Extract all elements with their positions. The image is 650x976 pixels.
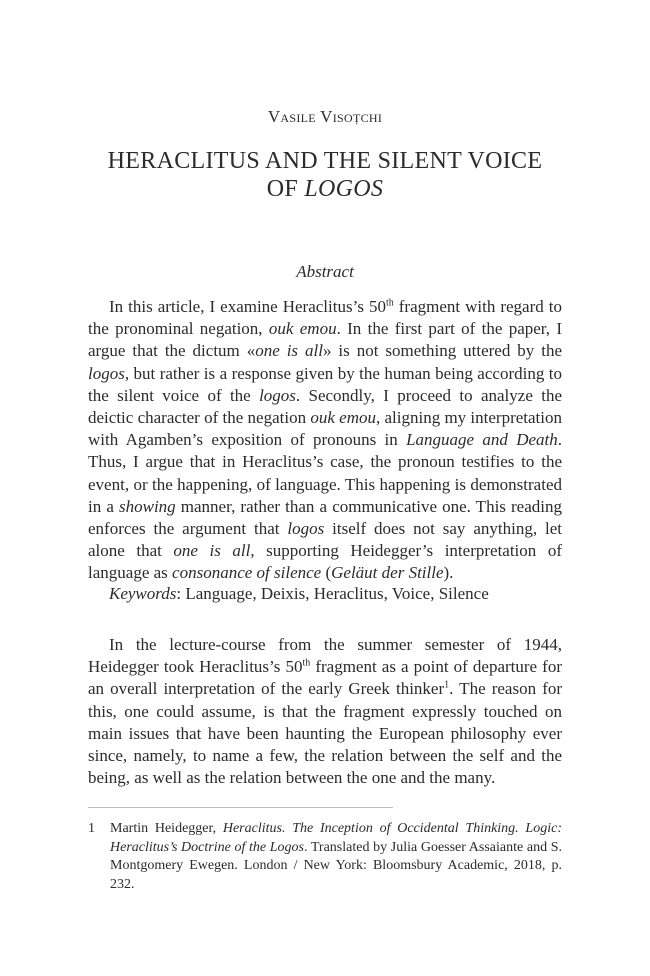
footnote-number: 1 (88, 821, 95, 836)
superscript: 1 (444, 679, 450, 691)
text-run: , aligning my interpretation with Agamben’s exposition of pronouns in (88, 408, 563, 450)
italic-text: ouk emou (268, 319, 337, 339)
title-line-2-prefix: OF (266, 176, 305, 202)
text-run: ). (443, 563, 454, 583)
abstract-heading: Abstract (296, 262, 354, 281)
text-run: » is not something uttered by the (322, 341, 563, 361)
italic-text: Heraclitus. The Inception of Occidental Thinking. Logic: Heraclitus’s Doctrine of the Logos (110, 821, 562, 855)
text-run: , supporting Heidegger’s interpretation of language as (88, 541, 562, 583)
italic-text: logos (287, 519, 325, 539)
text-run: fragment with regard to the pronominal negation, (88, 297, 562, 339)
text-run: . Secondly, I proceed to analyze the deictic character of the negation (88, 385, 562, 428)
text-run: Martin Heidegger, (110, 821, 223, 836)
footnote-text (110, 820, 562, 894)
superscript: th (385, 297, 394, 309)
main-paragraph (88, 634, 562, 789)
text-run: . The reason for this, one could assume, is that the fragment expressly touched on main issues that have been haunting the European philosophy ever since, namely, to name a few, the relation between the self and the being, as well as the relation between the one and the many. (88, 679, 563, 788)
abstract-body (88, 296, 562, 585)
italic-text: ouk emou (310, 408, 376, 428)
title-line-1: HERACLITUS AND THE SILENT VOICE (107, 148, 543, 174)
abstract-paragraph (88, 296, 562, 585)
text-run: , but rather is a response given by the human being according to the silent voice of the (88, 363, 562, 405)
superscript: th (302, 657, 311, 669)
text-run: manner, rather than a communicative one. This reading enforces the argument that (88, 496, 562, 539)
footnote-divider (88, 807, 393, 808)
keywords-label: Keywords (109, 584, 177, 603)
italic-text: consonance of silence (172, 563, 322, 583)
article-title (0, 147, 650, 203)
text-run: fragment as a point of departure for an overall interpretation of the early Greek thinker (88, 657, 562, 699)
title-line-2-italic: LOGOS (304, 176, 384, 202)
italic-text: logos (259, 385, 296, 405)
keywords-line (88, 583, 562, 605)
main-text (88, 634, 562, 789)
text-run: itself does not say anything, let alone that (88, 519, 562, 561)
text-run: In the lecture-course from the summer semester of 1944, Heidegger took Heraclitus’s 50 (88, 635, 562, 677)
italic-text: logos (88, 363, 125, 383)
footnote (88, 820, 562, 894)
text-run: . In the first part of the paper, I argue that the dictum « (88, 319, 563, 361)
italic-text: one is all (173, 541, 251, 561)
title-line-2 (0, 175, 650, 203)
text-run: In this article, I examine Heraclitus’s 50 (109, 297, 386, 316)
text-run: . Thus, I argue that in Heraclitus’s case, the pronoun testifies to the event, or the happening, of language. This happening is demonstrated in a (88, 430, 562, 516)
italic-text: Geläut der Stille (331, 563, 444, 583)
keywords-list: : Language, Deixis, Heraclitus, Voice, Silence (176, 584, 489, 603)
italic-text: showing (118, 496, 176, 516)
text-run: ( (321, 563, 332, 583)
author-name: Vasile Visoțchi (267, 107, 383, 126)
text-run: . Translated by Julia Goesser Assaiante and S. Montgomery Ewegen. London / New York: Bloomsbury Academic, 2018, p. 232. (110, 839, 563, 892)
italic-text: one is all (255, 341, 323, 361)
italic-text: Language and Death (406, 430, 558, 450)
